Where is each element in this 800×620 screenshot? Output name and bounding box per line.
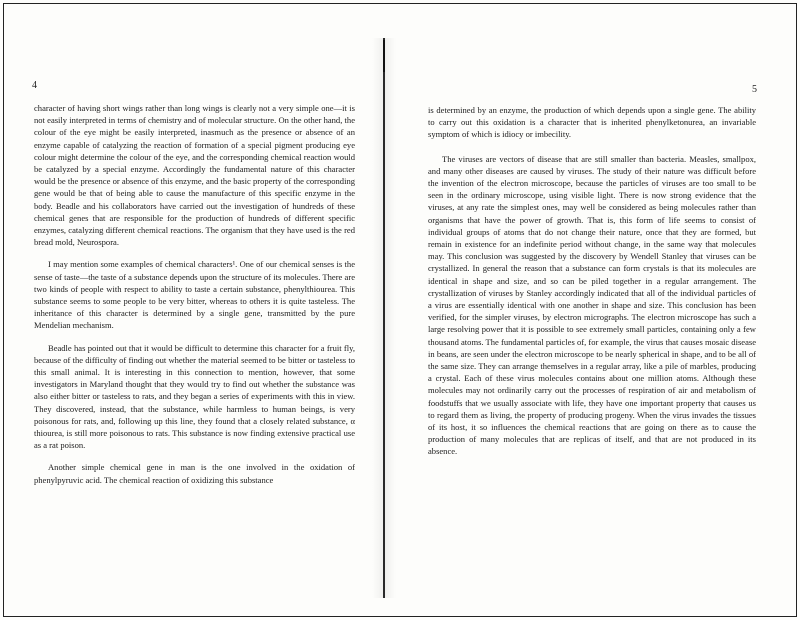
book-gutter-line (383, 38, 385, 598)
right-page-text (428, 104, 756, 458)
left-paragraph-2: I may mention some examples of chemical characters¹. One of our chemical senses is the sense of taste—the taste of a substance depends upon the structure of its molecules. There are two kinds of people with respect to ability to taste a certain substance, phenylthiourea. This substance seems to some people to be very bitter, whereas to others it is quite tasteless. The inheritance of this character is determined by a single gene, transmitted by the pure Mendelian mechanism. (34, 259, 355, 331)
right-paragraph-2: The viruses are vectors of disease that are still smaller than bacteria. Measles, smallpox, and many other diseases are caused by viruses. The study of their nature was difficult before the invention of the electron microscope, because the particles of viruses are too small to be seen in the ordinary microscope, using visible light. There is now strong evidence that the viruses, at any rate the simplest ones, may well be considered as being molecules rather than organisms that have the power of growth. That is, this form of life seems to consist of individual groups of atoms that do not change their nature, once that they are formed, but remain in existence for an indefinite period without change, in the same way that molecules may. This conclusion was suggested by the discovery by Wendell Stanley that viruses can be crystallized. In general the reason that a substance can form crystals is that its molecules are identical in shape and size, and so can be piled together in a regular arrangement. The crystallization of viruses by Stanley accordingly indicated that all of the individual particles of a virus are essentially identical with one another in shape and size. This conclusion has been verified, for the simpler viruses, by electron micrographs. The electron microscope has such a large resolving power that it is possible to see extremely small particles, containing only a few thousand atoms. The fundamental particles of, for example, the virus that causes mosaic disease in beans, are seen under the electron microscope to be nearly spherical in shape, and to be all of the same size. They can arrange themselves in a regular array, like a pile of marbles, producing a crystal. Each of these virus molecules contains about one million atoms. Although these molecules may not ordinarily carry out the processes of respiration of air and metabolism of foodstuffs that we usually associate with life, they have one important property that causes us to regard them as living, the property of producing progeny. When the virus invades the tissues of its host, it so influences the chemical reactions that are going on there as to cause the production of many molecules that are replicas of itself, and that are not produced in its absence. (428, 153, 756, 457)
left-paragraph-3: Beadle has pointed out that it would be difficult to determine this character for a fruit fly, because of the difficulty of finding out whether the material seemed to be bitter or tasteless to this small animal. It is interesting in this connection to mention, however, that some investigators in Maryland thought that they would try to find out whether the substance was also either bitter or tasteless to rats, and they began a series of experiments with this in view. They discovered, instead, that the substance, while harmless to human beings, is very poisonous for rats, and, following up this line, they found that a closely related substance, α thiourea, is still more poisonous to rats. This substance is now finding extensive practical use as a rat poison. (34, 342, 355, 451)
right-page-number: 5 (752, 84, 757, 95)
left-paragraph-1: character of having short wings rather than long wings is clearly not a very simple one—it is not easily interpreted in terms of chemistry and of molecular structure. On the other hand, the colour of the eye might be easily interpreted, inasmuch as the presence or absence of an enzyme capable of catalyzing the reaction of formation of a special pigment producing eye colour might determine the colour of the eye, and the corresponding chemical reaction would be catalyzed by a special enzyme. Accordingly the fundamental nature of this character would be the presence or absence of this enzyme, and the basic property of the corresponding gene would be that of being able to cause the manufacture of this specific enzyme in the body. Beadle and his collaborators have carried out the investigation of hundreds of these chemical genes that are responsible for the production of hundreds of different specific enzymes, catalyzing different chemical reactions. The organism that they have used is the red bread mold, Neurospora. (34, 103, 355, 248)
right-paragraph-1: is determined by an enzyme, the production of which depends upon a single gene. The ability to carry out this oxidation is a character that is inherited phenylketonurea, an invariable symptom of which is idiocy or imbecility. (428, 105, 756, 140)
book-gutter-mark (383, 40, 385, 72)
left-page-number: 4 (32, 80, 37, 91)
left-page-text (34, 102, 355, 486)
left-paragraph-4: Another simple chemical gene in man is the one involved in the oxidation of phenylpyruvic acid. The chemical reaction of oxidizing this substance (34, 462, 355, 485)
